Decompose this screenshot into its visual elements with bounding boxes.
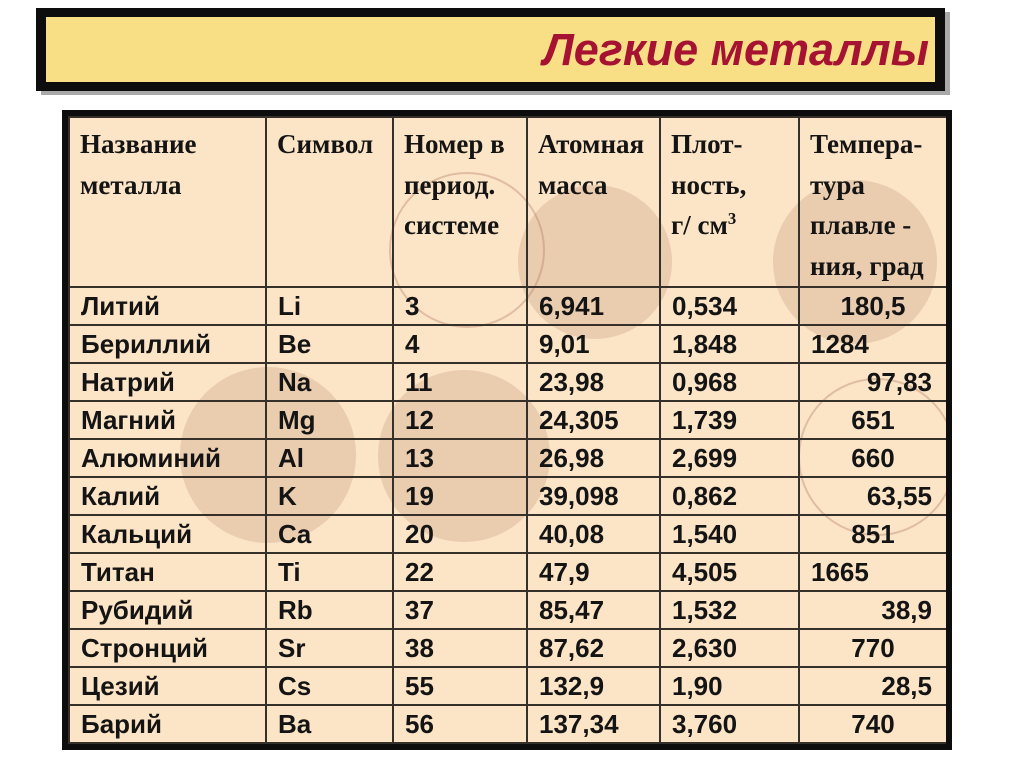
cell-number: 55: [393, 667, 527, 705]
cell-mass: 85,47: [527, 591, 660, 629]
cell-name: Натрий: [69, 363, 266, 401]
cell-melting: 1284: [799, 325, 947, 363]
cell-melting: 38,9: [799, 591, 947, 629]
table-row: [69, 287, 947, 325]
cell-mass: 6,941: [527, 287, 660, 325]
cell-name: Алюминий: [69, 439, 266, 477]
header-row: [69, 117, 947, 287]
cell-number: 13: [393, 439, 527, 477]
cell-mass: 24,305: [527, 401, 660, 439]
table-row: [69, 553, 947, 591]
cell-name: Кальций: [69, 515, 266, 553]
cell-mass: 26,98: [527, 439, 660, 477]
cell-mass: 23,98: [527, 363, 660, 401]
cell-symbol: Sr: [266, 629, 393, 667]
table-row: [69, 439, 947, 477]
cell-symbol: Ti: [266, 553, 393, 591]
cell-name: Бериллий: [69, 325, 266, 363]
cell-mass: 132,9: [527, 667, 660, 705]
cell-density: 4,505: [660, 553, 799, 591]
table-row: [69, 363, 947, 401]
col-header-density: Плот- ность, г/ $см^3$: [660, 117, 799, 287]
cell-name: Магний: [69, 401, 266, 439]
cell-melting: 770: [799, 629, 947, 667]
cell-number: 19: [393, 477, 527, 515]
cell-melting: 97,83: [799, 363, 947, 401]
cell-melting: 63,55: [799, 477, 947, 515]
table-row: [69, 515, 947, 553]
superscript-3: 3: [727, 209, 737, 228]
table-row: [69, 629, 947, 667]
table-row: [69, 591, 947, 629]
cell-density: 2,699: [660, 439, 799, 477]
table-row: [69, 705, 947, 743]
cell-density: 1,540: [660, 515, 799, 553]
cell-number: 56: [393, 705, 527, 743]
table-row: [69, 667, 947, 705]
cell-melting: 180,5: [799, 287, 947, 325]
cell-melting: 651: [799, 401, 947, 439]
cell-name: Цезий: [69, 667, 266, 705]
cell-name: Барий: [69, 705, 266, 743]
cell-symbol: Be: [266, 325, 393, 363]
cell-mass: 137,34: [527, 705, 660, 743]
cell-symbol: Ca: [266, 515, 393, 553]
cell-symbol: K: [266, 477, 393, 515]
col-header-melting: Темпера- тура плавле - ния, град: [799, 117, 947, 287]
cell-density: 2,630: [660, 629, 799, 667]
cell-melting: 28,5: [799, 667, 947, 705]
col-header-number: Номер в период. системе: [393, 117, 527, 287]
metals-data-table: [68, 116, 948, 744]
col-header-name: Название металла: [69, 117, 266, 287]
cell-symbol: Na: [266, 363, 393, 401]
cell-density: 1,532: [660, 591, 799, 629]
cell-number: 37: [393, 591, 527, 629]
cell-number: 20: [393, 515, 527, 553]
cell-name: Стронций: [69, 629, 266, 667]
cell-name: Титан: [69, 553, 266, 591]
cell-symbol: Cs: [266, 667, 393, 705]
cell-number: 38: [393, 629, 527, 667]
cell-number: 11: [393, 363, 527, 401]
cell-density: 0,968: [660, 363, 799, 401]
cell-density: 1,90: [660, 667, 799, 705]
metals-table: [62, 110, 952, 750]
cell-mass: 47,9: [527, 553, 660, 591]
cell-symbol: Ba: [266, 705, 393, 743]
col-header-symbol: Символ: [266, 117, 393, 287]
cell-number: 3: [393, 287, 527, 325]
cell-density: 3,760: [660, 705, 799, 743]
cell-number: 4: [393, 325, 527, 363]
cell-name: Рубидий: [69, 591, 266, 629]
cell-melting: 851: [799, 515, 947, 553]
cell-number: 22: [393, 553, 527, 591]
cell-mass: 39,098: [527, 477, 660, 515]
cell-number: 12: [393, 401, 527, 439]
cell-mass: 9,01: [527, 325, 660, 363]
cell-symbol: Rb: [266, 591, 393, 629]
cell-name: Литий: [69, 287, 266, 325]
cell-mass: 40,08: [527, 515, 660, 553]
cell-density: 0,862: [660, 477, 799, 515]
title-banner-inner: [46, 17, 935, 82]
col-header-mass: Атомная масса: [527, 117, 660, 287]
table-row: [69, 325, 947, 363]
cell-melting: 1665: [799, 553, 947, 591]
cell-symbol: Li: [266, 287, 393, 325]
cell-mass: 87,62: [527, 629, 660, 667]
cell-melting: 660: [799, 439, 947, 477]
cell-melting: 740: [799, 705, 947, 743]
title-banner: [36, 8, 945, 91]
cell-name: Калий: [69, 477, 266, 515]
table-row: [69, 401, 947, 439]
slide-title: Легкие металлы: [542, 24, 929, 75]
cell-density: 1,848: [660, 325, 799, 363]
table-row: [69, 477, 947, 515]
cell-symbol: Mg: [266, 401, 393, 439]
cell-density: 1,739: [660, 401, 799, 439]
cell-density: 0,534: [660, 287, 799, 325]
cell-symbol: Al: [266, 439, 393, 477]
